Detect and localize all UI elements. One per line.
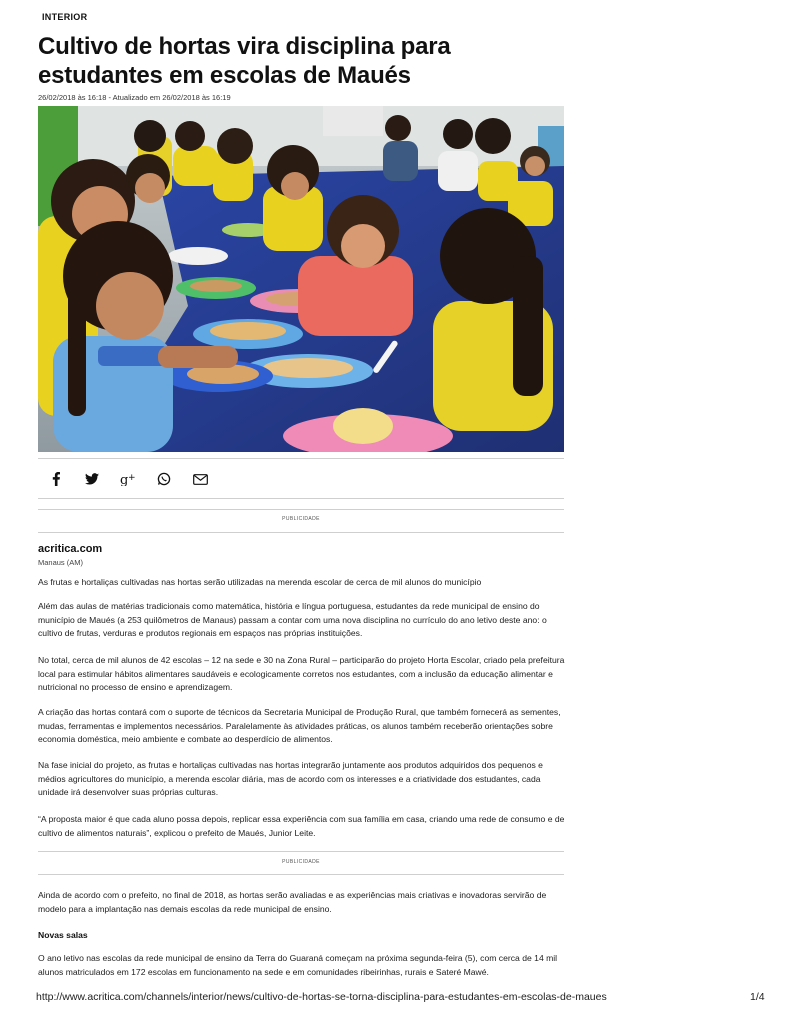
- divider-ad2-top: [38, 851, 564, 852]
- divider-ad-bottom: [38, 532, 564, 533]
- article-paragraph: O ano letivo nas escolas da rede municipal de ensino da Terra do Guaraná começam na próxima segunda-feira (5), com cerca de 14 mil alunos matriculados em 172 escolas em funcionamento na sede e em comunidades ribeirinhas, rurais e Sateré Mawé.: [38, 953, 558, 977]
- source-location: Manaus (AM): [38, 558, 84, 567]
- article-paragraph: A criação das hortas contará com o suporte de técnicos da Secretaria Municipal de Produção Rural, que também fornecerá as sementes, mudas, ferramentas e implementos necessários. Paralelamente às atividades práticas, os alunos também receberão orientações sobre economia doméstica, meio ambiente e combate ao desperdício de alimentos.: [38, 707, 561, 745]
- article-paragraph: Ainda de acordo com o prefeito, no final de 2018, as hortas serão avaliadas e as experiências mais criativas e inovadoras servirão de modelo para a implantação nas demais escolas da rede municipal de ensino.: [38, 890, 547, 914]
- source-name: acritica.com: [38, 543, 103, 555]
- share-bar: [38, 466, 218, 492]
- divider-share-bottom: [38, 498, 564, 499]
- article-paragraph: Além das aulas de matérias tradicionais como matemática, história e língua portuguesa, estudantes da rede municipal de ensino do município de Maués (a 253 quilômetros de Manaus) passam a contar com uma nova disciplina no currículo do ano letivo deste ano: o cultivo de frutas, verduras e produtos regionais em espaços nas próprias instituições.: [38, 601, 547, 639]
- divider-ad2-bottom: [38, 874, 564, 875]
- divider-top-share: [38, 458, 564, 459]
- article-paragraph: No total, cerca de mil alunos de 42 escolas – 12 na sede e 30 na Zona Rural – participarão do projeto Horta Escolar, criado pela prefeitura local para estimular hábitos alimentares saudáveis e ecologicamente corretos nos estudantes, com a inclusão da educação alimentar e nutricional no processo de ensino e aprendizagem.: [38, 655, 565, 693]
- twitter-icon[interactable]: [74, 466, 110, 492]
- footer-url[interactable]: http://www.acritica.com/channels/interior/news/cultivo-de-hortas-se-torna-disciplina-para-estudantes-em-escolas-de-maues: [36, 991, 607, 1003]
- svg-text:g: g: [120, 473, 129, 486]
- svg-text:+: +: [128, 473, 136, 483]
- ad-label: PUBLICIDADE: [282, 859, 320, 865]
- article-title: Cultivo de hortas vira disciplina para estudantes em escolas de Maués: [38, 33, 451, 89]
- facebook-icon[interactable]: [38, 466, 74, 492]
- section-tag[interactable]: INTERIOR: [42, 12, 88, 22]
- email-icon[interactable]: [182, 466, 218, 492]
- article-lead: As frutas e hortaliças cultivadas nas hortas serão utilizadas na merenda escolar de cerca de mil alunos do município: [38, 577, 482, 587]
- divider-ad-top: [38, 509, 564, 510]
- article-paragraph: Na fase inicial do projeto, as frutas e hortaliças cultivadas nas hortas integrarão juntamente aos produtos adquiridos dos pequenos e médios agricultores do município, a merenda escolar diária, mas de acordo com os interesses e a criatividade dos estudantes, cada unidade irá desenvolver suas próprias culturas.: [38, 760, 543, 798]
- photo-illustration: [38, 106, 564, 452]
- subheading: Novas salas: [38, 930, 88, 940]
- google-plus-icon[interactable]: [110, 466, 146, 492]
- article-quote: “A proposta maior é que cada aluno possa depois, replicar essa experiência com sua família em casa, criando uma rede de consumo e de cultivo de alimentos naturais”, explicou o prefeito de Maués, Junior Leite.: [38, 814, 565, 838]
- ad-label: PUBLICIDADE: [282, 516, 320, 522]
- footer-page-number: 1/4: [750, 991, 765, 1003]
- article-photo[interactable]: [38, 106, 564, 452]
- article-dateline: 26/02/2018 às 16:18 - Atualizado em 26/02/2018 às 16:19: [38, 93, 231, 102]
- whatsapp-icon[interactable]: [146, 466, 182, 492]
